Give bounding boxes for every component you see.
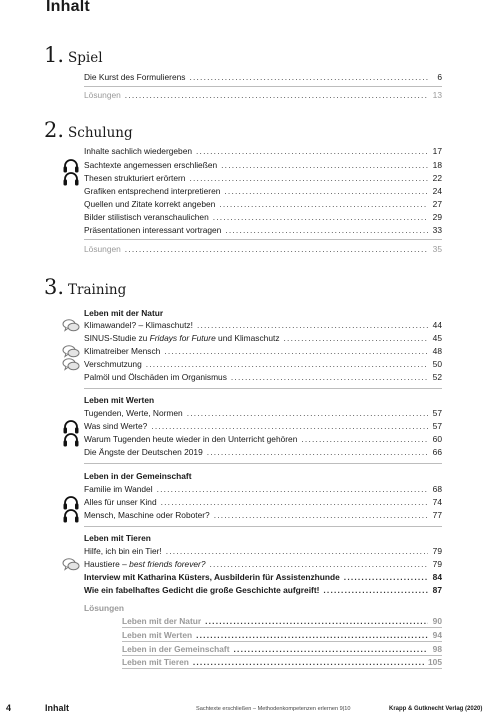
loesungen-heading: Lösungen xyxy=(84,603,125,613)
page-number: 35 xyxy=(432,244,442,254)
group-heading: Leben mit Tieren xyxy=(84,533,151,543)
section-name: Schulung xyxy=(68,125,133,141)
footer-title: Inhalt xyxy=(45,703,69,713)
page-number: 27 xyxy=(432,199,442,209)
page-number: 79 xyxy=(432,546,442,556)
dot-leader xyxy=(125,244,428,254)
dot-leader xyxy=(210,559,428,569)
toc-entry[interactable] xyxy=(84,333,442,346)
dot-leader xyxy=(207,447,428,457)
toc-entry[interactable] xyxy=(84,510,442,523)
dot-leader xyxy=(213,212,428,222)
entry-title-part: Haustiere – xyxy=(84,559,130,569)
headphones-icon xyxy=(62,508,80,523)
page-number: 105 xyxy=(428,657,442,667)
section-heading xyxy=(44,275,126,299)
entry-title: Interview mit Katharina Küsters, Ausbilderin für Assistenzhunde xyxy=(84,572,340,582)
toc-entry[interactable] xyxy=(84,90,442,103)
toc-entry[interactable] xyxy=(84,559,442,572)
entry-title: Quellen und Zitate korrekt angeben xyxy=(84,199,216,209)
page-number: 13 xyxy=(432,90,442,100)
toc-entry[interactable] xyxy=(84,434,442,447)
dot-leader xyxy=(234,644,428,654)
page-number: 24 xyxy=(432,186,442,196)
page-number: 29 xyxy=(432,212,442,222)
dot-leader xyxy=(225,225,428,235)
dot-leader xyxy=(161,497,428,507)
dot-leader xyxy=(221,160,428,170)
entry-title: Tugenden, Werte, Normen xyxy=(84,408,183,418)
dot-leader xyxy=(187,408,428,418)
dot-leader xyxy=(166,546,428,556)
page-number: 90 xyxy=(432,616,442,626)
entry-title: Präsentationen interessant vortragen xyxy=(84,225,222,235)
toc-entry[interactable] xyxy=(84,173,442,186)
page-number: 57 xyxy=(432,408,442,418)
toc-entry[interactable] xyxy=(84,421,442,434)
divider xyxy=(84,526,442,527)
divider xyxy=(122,668,442,669)
toc-entry[interactable] xyxy=(84,186,442,199)
group-heading: Leben mit der Natur xyxy=(84,308,164,318)
dot-leader xyxy=(219,199,428,209)
dot-leader xyxy=(231,372,428,382)
page-number: 98 xyxy=(432,644,442,654)
entry-title: Hilfe, ich bin ein Tier! xyxy=(84,546,162,556)
toc-entry[interactable] xyxy=(84,346,442,359)
toc-entry[interactable] xyxy=(84,199,442,212)
entry-title: Leben mit der Natur xyxy=(122,616,202,626)
dot-leader xyxy=(157,484,428,494)
page-title: Inhalt xyxy=(46,0,90,15)
entry-title: Sachtexte angemessen erschließen xyxy=(84,160,218,170)
dot-leader xyxy=(151,421,428,431)
page-number: 6 xyxy=(437,72,442,82)
dot-leader xyxy=(205,616,428,626)
entry-title: Leben mit Tieren xyxy=(122,657,189,667)
toc-entry[interactable] xyxy=(84,359,442,372)
entry-title: Was sind Werte? xyxy=(84,421,148,431)
dot-leader xyxy=(284,333,428,343)
toc-entry[interactable] xyxy=(84,320,442,333)
page-number: 22 xyxy=(432,173,442,183)
speech-bubbles-icon xyxy=(62,318,80,333)
speech-bubbles-icon xyxy=(62,357,80,372)
dot-leader xyxy=(197,320,428,330)
page-number: 44 xyxy=(432,320,442,330)
dot-leader xyxy=(189,173,428,183)
toc-entry[interactable] xyxy=(84,546,442,559)
page-number: 45 xyxy=(432,333,442,343)
section-name: Spiel xyxy=(68,50,103,66)
section-heading xyxy=(44,43,103,67)
dot-leader xyxy=(193,657,424,667)
dot-leader xyxy=(189,72,428,82)
toc-entry[interactable] xyxy=(84,572,442,585)
entry-title-part: und Klimaschutz xyxy=(215,333,280,343)
page-number: 57 xyxy=(432,421,442,431)
divider xyxy=(122,641,442,642)
entry-title: Inhalte sachlich wiedergeben xyxy=(84,146,193,156)
page-number: 18 xyxy=(432,160,442,170)
divider xyxy=(122,655,442,656)
dot-leader xyxy=(196,146,428,156)
toc-entry[interactable] xyxy=(84,497,442,510)
toc-entry[interactable] xyxy=(84,447,442,460)
toc-entry[interactable] xyxy=(84,72,442,85)
page-number: 74 xyxy=(432,497,442,507)
toc-entry[interactable] xyxy=(84,146,442,159)
page-number: 48 xyxy=(432,346,442,356)
entry-title: Die Kurst des Formulierens xyxy=(84,72,186,82)
entry-title: Klimawandel? – Klimaschutz! xyxy=(84,320,193,330)
page-number: 50 xyxy=(432,359,442,369)
page-number: 66 xyxy=(432,447,442,457)
entry-title: Familie im Wandel xyxy=(84,484,153,494)
page-number: 52 xyxy=(432,372,442,382)
page-number: 33 xyxy=(432,225,442,235)
entry-title-emphasis: best friends forever? xyxy=(129,559,206,569)
entry-title: Lösungen xyxy=(84,90,121,100)
divider xyxy=(84,388,442,389)
page-number: 84 xyxy=(432,572,442,582)
section-number: 3. xyxy=(44,275,65,299)
entry-title: Mensch, Maschine oder Roboter? xyxy=(84,510,210,520)
headphones-icon xyxy=(62,432,80,447)
dot-leader xyxy=(301,434,428,444)
page-number: 94 xyxy=(432,630,442,640)
dot-leader xyxy=(146,359,428,369)
entry-title-emphasis: Fridays for Future xyxy=(149,333,216,343)
dot-leader xyxy=(344,572,428,582)
divider xyxy=(84,86,442,87)
page-number: 79 xyxy=(432,559,442,569)
entry-title: Verschmutzung xyxy=(84,359,142,369)
toc-entry[interactable] xyxy=(84,484,442,497)
section-number: 2. xyxy=(44,118,65,142)
entry-title: Palmöl und Ölschäden im Organismus xyxy=(84,372,227,382)
section-name: Training xyxy=(68,282,127,298)
entry-title: Grafiken entsprechend interpretieren xyxy=(84,186,221,196)
entry-title: Klimatreiber Mensch xyxy=(84,346,161,356)
entry-title: Bilder stilistisch veranschaulichen xyxy=(84,212,209,222)
entry-title: Leben in der Gemeinschaft xyxy=(122,644,230,654)
entry-title: Warum Tugenden heute wieder in den Unterricht gehören xyxy=(84,434,298,444)
group-heading: Leben in der Gemeinschaft xyxy=(84,471,192,481)
group-heading: Leben mit Werten xyxy=(84,395,155,405)
divider xyxy=(84,463,442,464)
toc-entry[interactable] xyxy=(84,585,442,598)
footer-publisher: Krapp & Gutknecht Verlag (2020) xyxy=(389,706,483,712)
entry-title: Alles für unser Kind xyxy=(84,497,157,507)
toc-entry[interactable] xyxy=(84,408,442,421)
entry-title: Die Ängste der Deutschen 2019 xyxy=(84,447,203,457)
toc-entry[interactable] xyxy=(84,244,442,257)
toc-entry[interactable] xyxy=(84,225,442,238)
divider xyxy=(84,239,442,240)
section-heading xyxy=(44,118,133,142)
page-number: 87 xyxy=(432,585,442,595)
entry-title: Thesen strukturiert erörtern xyxy=(84,173,186,183)
section-number: 1. xyxy=(44,43,65,67)
headphones-icon xyxy=(62,171,80,186)
dot-leader xyxy=(323,585,428,595)
entry-title: Wie ein fabelhaftes Gedicht die große Geschichte aufgreift! xyxy=(84,585,320,595)
dot-leader xyxy=(125,90,428,100)
dot-leader xyxy=(214,510,428,520)
page-number: 60 xyxy=(432,434,442,444)
page-number: 17 xyxy=(432,146,442,156)
dot-leader xyxy=(224,186,428,196)
footer-page-number: 4 xyxy=(6,703,12,713)
entry-title: Lösungen xyxy=(84,244,121,254)
divider xyxy=(122,627,442,628)
entry-title xyxy=(84,559,206,569)
page-number: 68 xyxy=(432,484,442,494)
speech-bubbles-icon xyxy=(62,557,80,572)
toc-entry[interactable] xyxy=(84,212,442,225)
entry-title: Leben mit Werten xyxy=(122,630,193,640)
entry-title-part: SINUS-Studie zu xyxy=(84,333,150,343)
footer-series: Sachtexte erschließen – Methodenkompetenzen erlernen 9|10 xyxy=(196,706,351,712)
dot-leader xyxy=(196,630,428,640)
toc-entry[interactable] xyxy=(84,372,442,385)
toc-entry[interactable] xyxy=(84,160,442,173)
page-number: 77 xyxy=(432,510,442,520)
dot-leader xyxy=(164,346,428,356)
entry-title xyxy=(84,333,280,343)
